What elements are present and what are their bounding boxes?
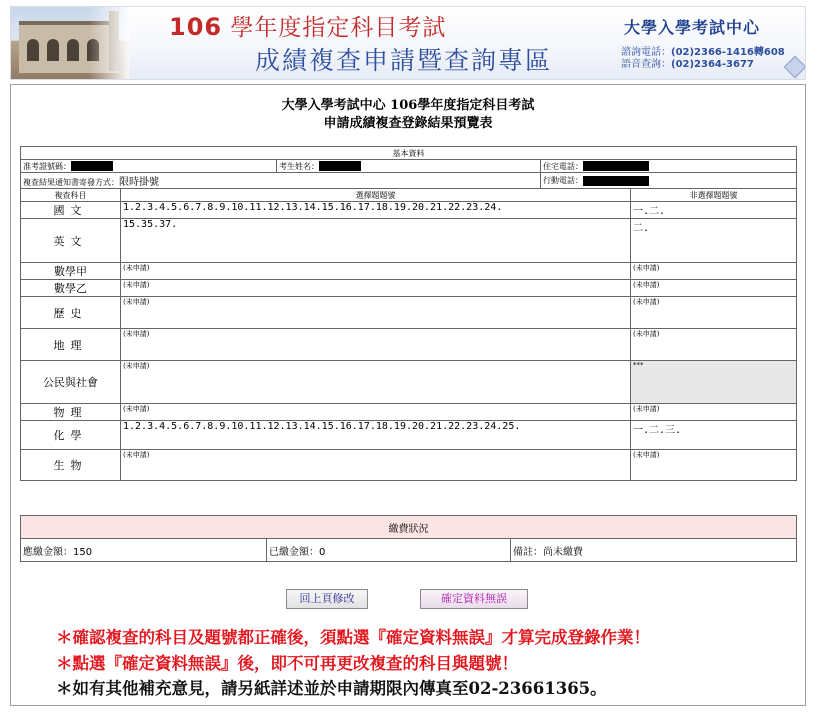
nonselected-questions: (未申請) <box>631 404 797 421</box>
notify-method-label: 複查結果通知書寄發方式： <box>23 178 119 187</box>
table-row <box>21 450 797 481</box>
amount-due-value: 150 <box>73 546 93 558</box>
inquiry-phone-label: 諮詢電話： <box>621 47 671 58</box>
diamond-icon <box>784 56 806 79</box>
building-photo <box>11 7 129 80</box>
nonselected-questions: 一.二. <box>631 202 797 219</box>
amount-paid-cell <box>267 539 511 562</box>
home-phone-label: 住宅電話： <box>543 161 583 171</box>
nonselected-questions: 一.二.三. <box>631 421 797 450</box>
payment-status-table <box>20 515 797 562</box>
selected-questions: 15.35.37. <box>121 219 631 263</box>
table-row <box>21 202 797 219</box>
table-row <box>21 263 797 280</box>
payment-note-label: 備註： <box>513 546 543 558</box>
table-row <box>21 421 797 450</box>
selected-questions: (未申請) <box>121 280 631 297</box>
notice-fax-info: ＊如有其他補充意見，請另紙詳述並於申請期限內傳真至02-23661365。 <box>56 679 607 698</box>
banner-year: 106 <box>169 13 223 41</box>
voice-inquiry-phone <box>621 55 754 70</box>
subject-name: 生物 <box>21 450 121 481</box>
selected-questions: (未申請) <box>121 450 631 481</box>
notify-method-cell <box>21 173 541 189</box>
selected-questions: 1.2.3.4.5.6.7.8.9.10.11.12.13.14.15.16.17.18.19.20.21.22.23.24.25. <box>121 421 631 450</box>
nonselected-questions: (未申請) <box>631 263 797 280</box>
payment-status-header: 繳費狀況 <box>21 516 797 539</box>
document-subtitle: 申請成績複查登錄結果預覽表 <box>323 116 493 131</box>
subject-name: 國文 <box>21 202 121 219</box>
nonselected-questions: (未申請) <box>631 329 797 361</box>
subject-name: 公民與社會 <box>21 361 121 404</box>
notify-method-value: 限時掛號 <box>119 177 159 188</box>
table-row <box>21 280 797 297</box>
table-row <box>21 404 797 421</box>
student-name-label: 考生姓名： <box>279 161 319 171</box>
amount-due-cell <box>21 539 267 562</box>
organization-name: 大學入學考試中心 <box>624 18 761 37</box>
amount-paid-label: 已繳金額： <box>269 546 319 558</box>
exam-number-label: 准考證號碼： <box>23 161 71 171</box>
mobile-phone-cell <box>541 173 797 189</box>
banner-title-line1 <box>169 9 446 42</box>
application-preview-table <box>20 146 797 481</box>
redacted-mobile-phone <box>583 176 649 186</box>
col-subject-header: 複查科目 <box>21 189 121 202</box>
table-row <box>21 297 797 329</box>
subject-name: 數學甲 <box>21 263 121 280</box>
home-phone-cell <box>541 160 797 173</box>
mobile-phone-label: 行動電話： <box>543 176 583 185</box>
nonselected-questions: (未申請) <box>631 297 797 329</box>
col-nonselected-header: 非選擇題題號 <box>631 189 797 202</box>
banner-title-text: 學年度指定科目考試 <box>230 15 447 41</box>
back-edit-button[interactable]: 回上頁修改 <box>286 589 368 609</box>
basic-info-header: 基本資料 <box>21 147 797 160</box>
subject-name: 數學乙 <box>21 280 121 297</box>
amount-due-label: 應繳金額： <box>23 546 73 558</box>
confirm-data-button[interactable]: 確定資料無誤 <box>420 589 528 609</box>
selected-questions: (未申請) <box>121 404 631 421</box>
subject-name: 化學 <box>21 421 121 450</box>
redacted-exam-number <box>71 161 113 171</box>
exam-number-cell <box>21 160 277 173</box>
voice-phone-value: (02)2364-3677 <box>671 59 754 70</box>
student-name-cell <box>277 160 541 173</box>
payment-note-cell <box>511 539 797 562</box>
selected-questions: (未申請) <box>121 297 631 329</box>
amount-paid-value: 0 <box>319 546 326 558</box>
nonselected-questions: *** <box>631 361 797 404</box>
selected-questions: 1.2.3.4.5.6.7.8.9.10.11.12.13.14.15.16.17.18.19.20.21.22.23.24. <box>121 202 631 219</box>
col-selected-header: 選擇題題號 <box>121 189 631 202</box>
subject-name: 地理 <box>21 329 121 361</box>
nonselected-questions: (未申請) <box>631 450 797 481</box>
selected-questions: (未申請) <box>121 361 631 404</box>
subject-name: 英文 <box>21 219 121 263</box>
voice-phone-label: 語音查詢： <box>621 59 671 70</box>
subject-name: 物理 <box>21 404 121 421</box>
notice-confirm-required: ＊確認複查的科目及題號都正確後，須點選『確定資料無誤』才算完成登錄作業！ <box>56 628 650 647</box>
banner-title-line2: 成績複查申請暨查詢專區 <box>255 46 553 75</box>
selected-questions: (未申請) <box>121 329 631 361</box>
nonselected-questions: (未申請) <box>631 280 797 297</box>
notice-no-changes: ＊點選『確定資料無誤』後，即不可再更改複查的科目與題號！ <box>56 654 518 673</box>
subject-name: 歷史 <box>21 297 121 329</box>
document-title: 大學入學考試中心 106學年度指定科目考試 <box>281 98 535 113</box>
redacted-home-phone <box>583 161 649 171</box>
table-row <box>21 361 797 404</box>
table-row <box>21 329 797 361</box>
payment-note-value: 尚未繳費 <box>543 546 583 558</box>
table-row <box>21 219 797 263</box>
redacted-student-name <box>319 161 361 171</box>
nonselected-questions: 二. <box>631 219 797 263</box>
header-banner <box>10 6 806 80</box>
inquiry-phone-value: (02)2366-1416轉608 <box>671 47 785 58</box>
selected-questions: (未申請) <box>121 263 631 280</box>
